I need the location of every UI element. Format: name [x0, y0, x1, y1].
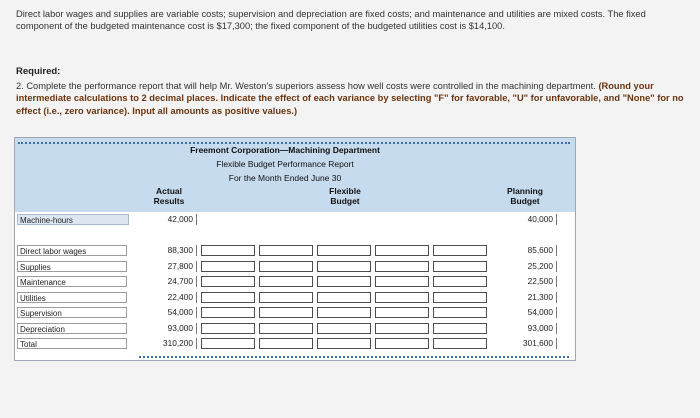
input-planning-variance-amount[interactable] [375, 276, 429, 287]
input-flexible-budget-amount[interactable] [317, 245, 371, 256]
col-flexible-budget: Flexible Budget [329, 186, 361, 206]
input-planning-variance-effect[interactable] [433, 323, 487, 334]
report-company: Freemont Corporation—Machining Department [190, 145, 380, 155]
header-divider [18, 142, 570, 144]
row-label: Total [17, 338, 127, 349]
input-flexible-budget-amount[interactable] [317, 307, 371, 318]
planning-budget-value: 21,300 [499, 292, 557, 303]
input-planning-variance-effect[interactable] [433, 292, 487, 303]
input-actual-variance-effect[interactable] [259, 292, 313, 303]
input-actual-variance-effect[interactable] [259, 276, 313, 287]
row-label: Depreciation [17, 323, 127, 334]
input-actual-variance-amount[interactable] [201, 261, 255, 272]
input-actual-variance-amount[interactable] [201, 307, 255, 318]
row-label: Maintenance [17, 276, 127, 287]
required-instructions [16, 80, 686, 117]
actual-result-value: 310,200 [139, 338, 197, 349]
planning-budget-value: 93,000 [499, 323, 557, 334]
row-label: Utilities [17, 292, 127, 303]
input-planning-variance-amount[interactable] [375, 307, 429, 318]
table-bottom-divider [139, 356, 569, 358]
input-planning-variance-amount[interactable] [375, 338, 429, 349]
required-text: 2. Complete the performance report that will help Mr. Weston's superiors assess how well costs were controlled in the machining department. [16, 81, 596, 91]
actual-result-value: 27,800 [139, 261, 197, 272]
machine-hours-planning: 40,000 [499, 214, 557, 225]
input-flexible-budget-amount[interactable] [317, 276, 371, 287]
planning-budget-value: 25,200 [499, 261, 557, 272]
planning-budget-value: 301,600 [499, 338, 557, 349]
actual-result-value: 54,000 [139, 307, 197, 318]
input-actual-variance-effect[interactable] [259, 245, 313, 256]
input-actual-variance-amount[interactable] [201, 245, 255, 256]
input-flexible-budget-amount[interactable] [317, 292, 371, 303]
input-flexible-budget-amount[interactable] [317, 261, 371, 272]
required-heading: Required: [16, 66, 61, 77]
machine-hours-label: Machine-hours [17, 214, 129, 225]
input-planning-variance-effect[interactable] [433, 307, 487, 318]
actual-result-value: 24,700 [139, 276, 197, 287]
input-planning-variance-amount[interactable] [375, 261, 429, 272]
report-title: Flexible Budget Performance Report [216, 159, 354, 169]
col-actual-results: Actual Results [153, 186, 185, 206]
input-flexible-budget-amount[interactable] [317, 323, 371, 334]
row-label: Direct labor wages [17, 245, 127, 256]
actual-result-value: 93,000 [139, 323, 197, 334]
planning-budget-value: 85,600 [499, 245, 557, 256]
input-actual-variance-effect[interactable] [259, 307, 313, 318]
required-bold-text: (Round your intermediate calculations to 2 decimal places. Indicate the effect of each variance by selecting "F" for favorable, "U" for unfavorable, and "None" for no effect (i.e., zero variance). Input all amounts as positive values.) [16, 81, 684, 116]
col-planning-budget: Planning Budget [507, 186, 543, 206]
input-actual-variance-effect[interactable] [259, 323, 313, 334]
input-planning-variance-effect[interactable] [433, 261, 487, 272]
problem-intro: Direct labor wages and supplies are variable costs; supervision and depreciation are fixed costs; and maintenance and utilities are mixed costs. The fixed component of the budgeted maintenance cost is $17,300; the fixed component of the budgeted utilities cost is $14,100. [16, 9, 646, 32]
planning-budget-value: 22,500 [499, 276, 557, 287]
input-actual-variance-effect[interactable] [259, 261, 313, 272]
actual-result-value: 22,400 [139, 292, 197, 303]
report-header [15, 138, 575, 212]
input-planning-variance-effect[interactable] [433, 338, 487, 349]
input-actual-variance-amount[interactable] [201, 292, 255, 303]
row-label: Supplies [17, 261, 127, 272]
planning-budget-value: 54,000 [499, 307, 557, 318]
report-period: For the Month Ended June 30 [228, 173, 342, 183]
input-actual-variance-amount[interactable] [201, 323, 255, 334]
input-planning-variance-amount[interactable] [375, 245, 429, 256]
input-actual-variance-amount[interactable] [201, 338, 255, 349]
input-flexible-budget-amount[interactable] [317, 338, 371, 349]
input-planning-variance-amount[interactable] [375, 323, 429, 334]
input-actual-variance-amount[interactable] [201, 276, 255, 287]
input-planning-variance-amount[interactable] [375, 292, 429, 303]
input-actual-variance-effect[interactable] [259, 338, 313, 349]
row-label: Supervision [17, 307, 127, 318]
input-planning-variance-effect[interactable] [433, 245, 487, 256]
actual-result-value: 88,300 [139, 245, 197, 256]
performance-report-table [14, 137, 576, 361]
machine-hours-actual: 42,000 [139, 214, 197, 225]
input-planning-variance-effect[interactable] [433, 276, 487, 287]
